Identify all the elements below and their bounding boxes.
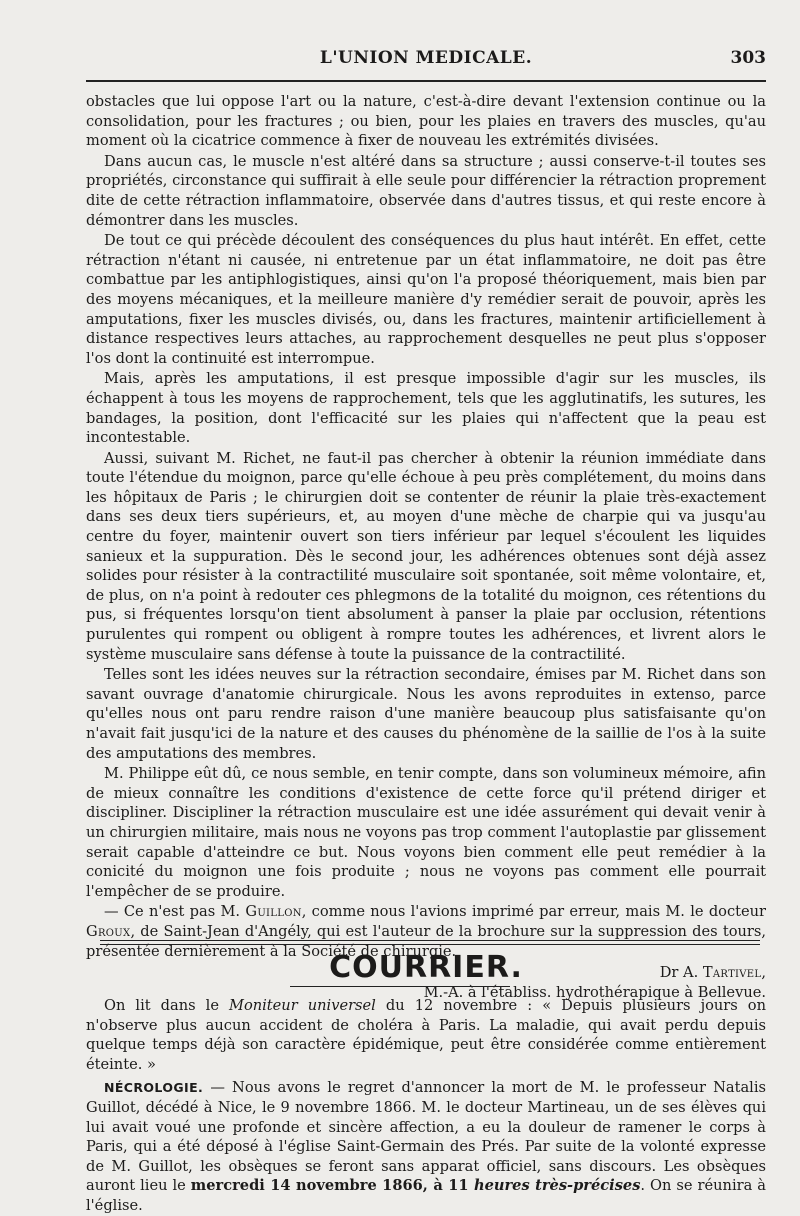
obituary-time: heures très-précises — [473, 1177, 641, 1195]
signature-affiliation: M.-A. à l'établiss. hydrothérapique à Bellevue. — [423, 983, 766, 1001]
paragraph: Mais, après les amputations, il est presque impossible d'agir sur les muscles, ils échappent à tous les moyens de rapprochement, tels que les agglutinatifs, les sutures, les bandages, la position, dont l'efficacité sur les plaies qui n'affectent que la peau est incontestable. — [86, 370, 766, 447]
section-title-underline — [290, 986, 510, 987]
erratum-name: Guillon — [245, 903, 302, 921]
paragraph: De tout ce qui précède découlent des conséquences du plus haut intérêt. En effet, cette rétraction n'étant ni causée, ni entretenue par un état inflammatoire, ne doit pas être combattue par les antiphlogistiques, ainsi qu'on l'a proposé théoriquement, mais bien par des moyens mécaniques, et la meilleure manière d'y remédier serait de pouvoir, après les amputations, fixer les muscles divisés, ou, dans les fractures, maintenir artificiellement à distance respectives leurs attaches, au rapprochement desquelles ne peut plus s'opposer l'os dont la continuité est interrompue. — [86, 232, 766, 367]
obituary-paragraph — [86, 1078, 766, 1215]
rubric-label: NÉCROLOGIE. — [104, 1080, 204, 1096]
erratum-name: Groux — [86, 922, 131, 940]
paragraph: Telles sont les idées neuves sur la rétraction secondaire, émises par M. Richet dans son savant ouvrage d'anatomie chirurgicale. Nous les avons reproduites in extenso, parce qu'elles nous ont paru rendre raison d'une manière beaucoup plus satisfaisante qu'on n'avait fait jusqu'ici de la nature et des causes du phénomène de la saillie de l'os à la suite des amputations des membres. — [86, 666, 766, 762]
section-rule — [100, 944, 760, 945]
news-paragraph — [86, 996, 766, 1074]
obituary-date: mercredi 14 novembre 1866, à 11 — [190, 1177, 474, 1195]
courrier-body — [86, 996, 766, 1216]
news-text: On lit dans le — [104, 997, 230, 1014]
news-text: du 12 novembre : « Depuis plusieurs jours on n'observe plus aucun accident de choléra à Paris. La maladie, qui avait perdu depuis quelque temps déjà son caractère épidémique, peut être considérée comme entièrement éteinte. » — [86, 997, 766, 1073]
erratum-text: , comme nous l'avions imprimé par erreur, mais M. le docteur — [301, 903, 766, 921]
obituary-text: — Nous avons le regret d'annoncer la mort de M. le professeur Natalis Guillot, décédé à Nice, le 9 novembre 1866. M. le docteur Martineau, un de ses élèves qui lui avait voué une profonde et sincère affection, a eu la douleur de ramener le corps à Paris, qui a été déposé à l'église Saint-Germain des Prés. Par suite de la volonté expresse de M. Guillot, les obsèques se feront sans apparat officiel, sans discours. Les obsèques auront lieu le — [86, 1079, 766, 1195]
erratum-text: , de Saint-Jean d'Angély, qui est l'auteur de la brochure sur la suppression des tours, présentée dernièrement à la Société de chirurgie. — [86, 922, 766, 960]
publication-title: Moniteur universel — [229, 997, 376, 1014]
obituary-text: . On se réunira à l'église. — [86, 1177, 766, 1214]
section-rule — [100, 940, 760, 941]
erratum-text: — Ce n'est pas M. — [104, 903, 246, 921]
running-title: L'UNION MEDICALE. — [319, 48, 533, 68]
paragraph: obstacles que lui oppose l'art ou la nature, c'est-à-dire devant l'extension continue ou la consolidation, pour les fractures ; ou bien, pour les plaies en travers des muscles, qu'au moment où la cicatrice commence à fixer de nouveau les extrémités divisées. — [86, 93, 766, 150]
paragraph: Dans aucun cas, le muscle n'est altéré dans sa structure ; aussi conserve-t-il toutes ses propriétés, circonstance qui suffirait à elle seule pour différencier la rétraction proprement dite de cette rétraction inflammatoire, observée dans d'autres tissus, et qui reste encore à démontrer dans les muscles. — [86, 152, 766, 229]
paragraph: Aussi, suivant M. Richet, ne faut-il pas chercher à obtenir la réunion immédiate dans toute l'étendue du moignon, parce qu'elle échoue à peu près complétement, du moins dans les hôpitaux de Paris ; le chirurgien doit se contenter de réunir la plaie très-exactement dans ses deux tiers supérieurs, et, au moyen d'une mèche de charpie qui va jusqu'au centre du foyer, maintenir ouvert son tiers inférieur par lequel s'écoulent les liquides sanieux et la suppuration. Dès le second jour, les adhérences obtenues sont déjà assez solides pour résister à la contractilité musculaire soit spontanée, soit même volontaire, et, de plus, on n'a point à redouter ces phlegmons de la totalité du moignon, ces rétentions du pus, si fréquentes lorsqu'on tient absolument à panser la plaie par occlusion, rétentions purulentes qui rompent ou obligent à rompre toutes les adhérences, et livrent alors le système musculaire sans défense à toute la puissance de la contractilité. — [86, 449, 766, 663]
running-head — [86, 48, 766, 74]
page-number: 303 — [730, 48, 766, 68]
signature-name: Tartivel — [702, 964, 762, 982]
signature-prefix: Dr A. — [659, 964, 703, 982]
section-title: COURRIER. — [329, 950, 523, 985]
signature-suffix: , — [761, 964, 766, 982]
paragraph: M. Philippe eût dû, ce nous semble, en tenir compte, dans son volumineux mémoire, afin de mieux connaître les conditions d'existence de cette force qu'il prétend diriger et discipliner. Discipliner la rétraction musculaire est une idée assurément qui devait venir à un chirurgien militaire, mais nous ne voyons pas trop comment l'autoplastie par glissement serait capable d'atteindre ce but. Nous voyons bien comment elle peut remédier à la conicité du moignon une fois produite ; nous ne voyons pas comment elle pourrait l'empêcher de se produire. — [86, 765, 766, 900]
article-body — [86, 92, 766, 1002]
header-rule — [86, 80, 766, 82]
